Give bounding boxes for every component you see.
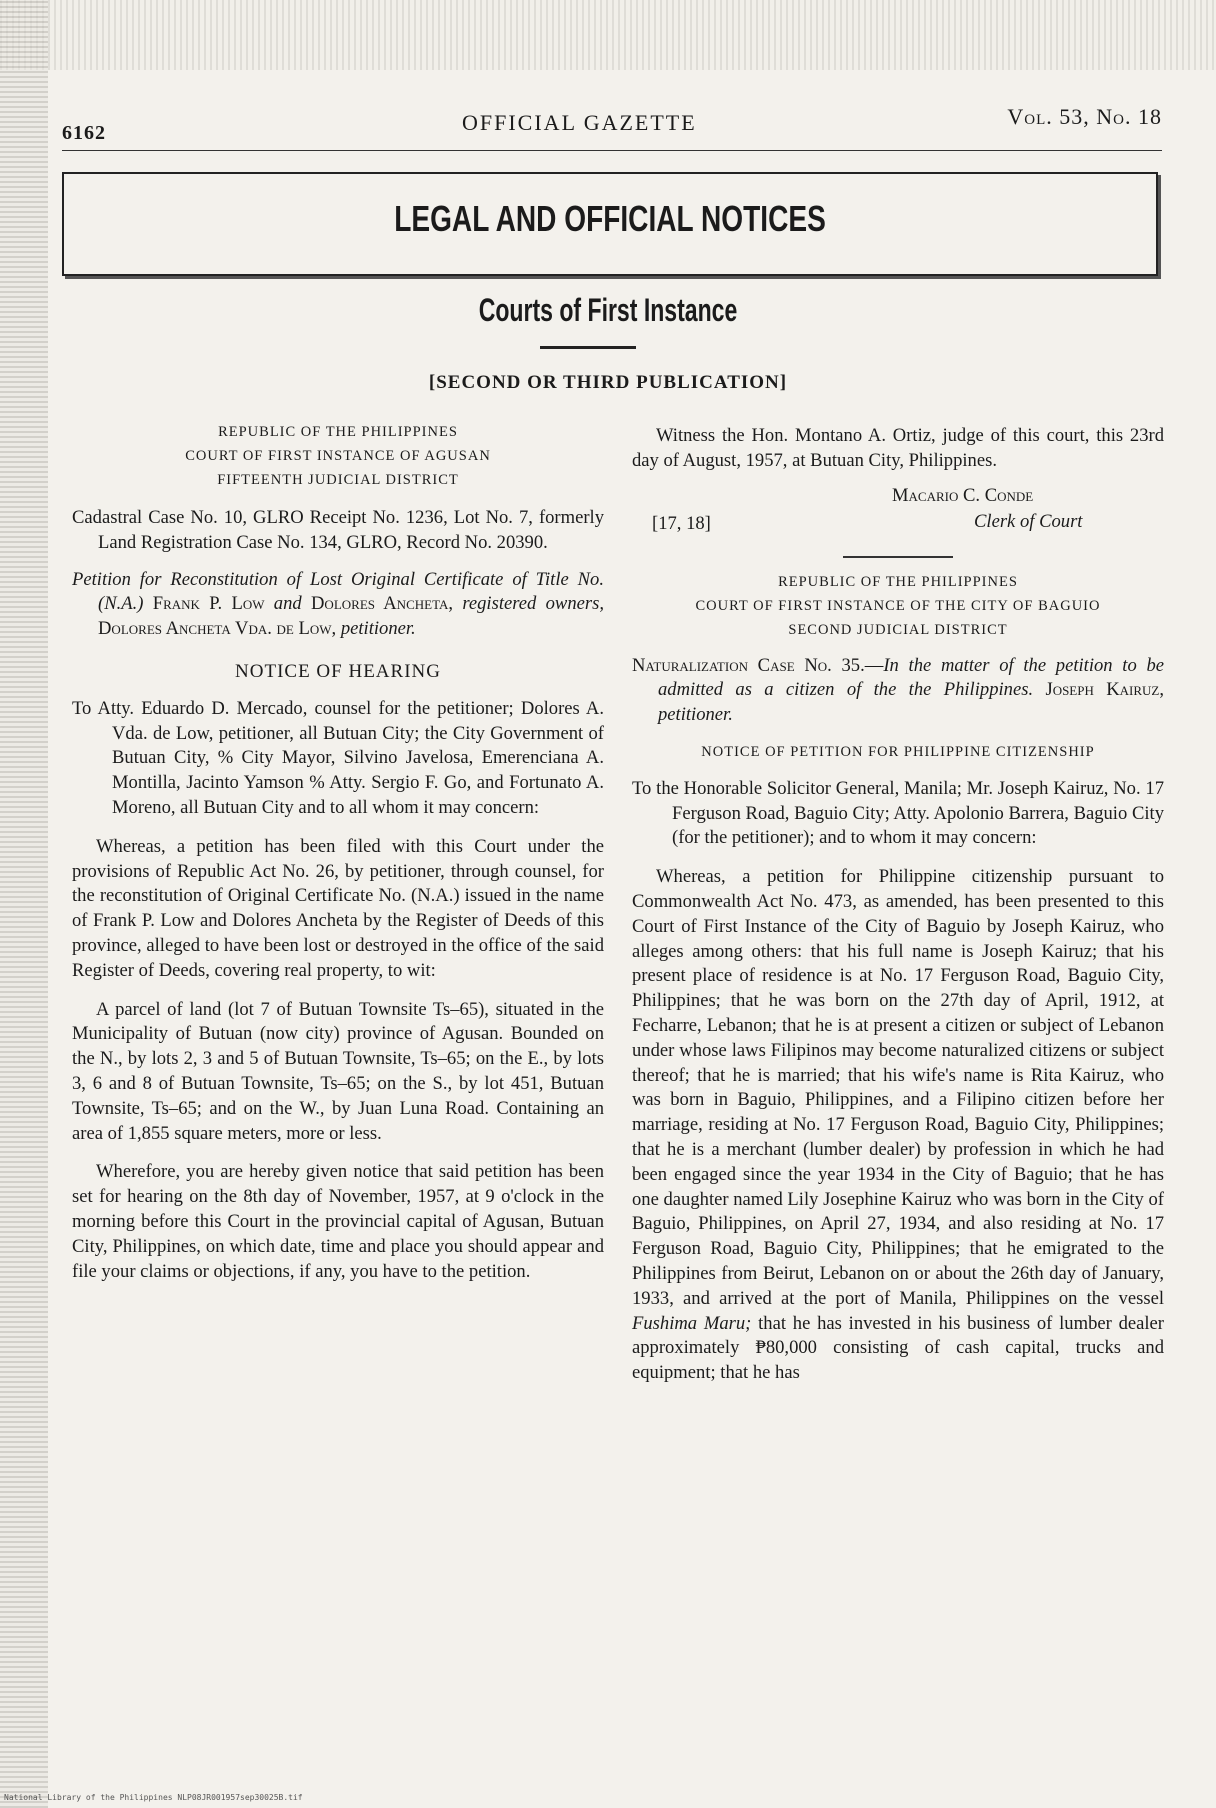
case-caption	[632, 654, 1164, 728]
paragraph	[632, 865, 1164, 1386]
signature-block	[632, 484, 1164, 542]
volume-number: Vol. 53, No. 18	[1007, 104, 1162, 129]
court-line: REPUBLIC OF THE PHILIPPINES	[778, 573, 1018, 590]
court-line: COURT OF FIRST INSTANCE OF AGUSAN	[185, 448, 491, 464]
publication-note: [SECOND OR THIRD PUBLICATION]	[428, 372, 788, 393]
header-rule	[62, 150, 1162, 151]
notice-title: NOTICE OF HEARING	[235, 660, 441, 682]
addressees: To Atty. Eduardo D. Mercado, counsel for the petitioner; Dolores A. Vda. de Low, petitioner, all Butuan City; the City Government of Butuan City, % City Mayor, Silvino Javelosa, Emerenciana A. Montilla, Jacinto Yamson % Atty. Sergio F. Go, and Fortunato A. Moreno, all Butuan City and to all whom it may concern:	[72, 697, 604, 818]
publication-title: OFFICIAL GAZETTE	[462, 110, 697, 135]
court-line: FIFTEENTH JUDICIAL DISTRICT	[217, 472, 459, 488]
owner-name: Frank P. Low	[152, 593, 265, 615]
witness-paragraph: Witness the Hon. Montano A. Ortiz, judge of this court, this 23rd day of August, 1957, at Butuan City, Philippines.	[632, 425, 1164, 471]
petition-subject: Petition for Reconstitution of Lost Original Certificate of Title No. (N.A.)	[72, 568, 604, 615]
signatory-name: Macario C. Conde	[892, 484, 1034, 506]
petitioner-role: petitioner.	[658, 704, 733, 726]
case-label: Naturalization Case No. 35.—	[632, 654, 884, 676]
scan-noise-top	[0, 0, 1216, 70]
case-reference: Cadastral Case No. 10, GLRO Receipt No. 1236, Lot No. 7, formerly Land Registration Case No. 134, GLRO, Record No. 20390.	[72, 507, 604, 553]
section-title: Courts of First Instance	[478, 292, 738, 328]
petitioner-name: Dolores Ancheta Vda. de Low,	[98, 618, 337, 640]
scan-footer: National Library of the Philippines NLP08JR001957sep30025B.tif	[4, 1793, 303, 1802]
notices-banner	[62, 172, 1158, 276]
notice-separator	[843, 556, 953, 558]
case-matter: In the matter of the petition to be admitted as a citizen of the the Philippines.	[658, 654, 1164, 701]
paragraph-text: that he has invested in his business of lumber dealer approximately ₱80,000 consisting of cash capital, trucks and equipment; that he has	[632, 1312, 1164, 1384]
petitioner-role: petitioner.	[340, 618, 416, 640]
scan-noise-left	[0, 0, 48, 1808]
addressees: To the Honorable Solicitor General, Manila; Mr. Joseph Kairuz, No. 17 Ferguson Road, Baguio City; Atty. Apolonio Barrera, Baguio City (for the petitioner); and to whom it may concern:	[632, 777, 1164, 849]
petitioner-name: Joseph Kairuz,	[1045, 679, 1165, 701]
owner-name: Dolores Ancheta,	[311, 593, 454, 615]
page-number: 6162	[62, 122, 106, 144]
column-left	[72, 420, 604, 1284]
signatory-title: Clerk of Court	[974, 510, 1083, 532]
vessel-name: Fushima Maru;	[632, 1312, 752, 1334]
court-line: REPUBLIC OF THE PHILIPPINES	[218, 424, 458, 440]
issue-reference: [17, 18]	[652, 512, 711, 534]
banner-title: LEGAL AND OFFICIAL NOTICES	[394, 198, 826, 239]
column-right	[632, 420, 1164, 1386]
notice-title: NOTICE OF PETITION FOR PHILIPPINE CITIZENSHIP	[701, 743, 1095, 760]
paragraph: Wherefore, you are hereby given notice that said petition has been set for hearing on the 8th day of November, 1957, at 9 o'clock in the morning before this Court in the provincial capital of Agusan, Butuan City, Philippines, on which date, time and place you should appear and file your claims or objections, if any, you have to the petition.	[72, 1161, 604, 1282]
section-rule	[540, 346, 636, 349]
owner-role: registered owners,	[462, 593, 605, 615]
paragraph-text: Whereas, a petition for Philippine citizenship pursuant to Commonwealth Act No. 473, as amended, has been presented to this Court of First Instance of the City of Baguio by Joseph Kairuz, who alleges among others: that his full name is Joseph Kairuz; that his present place of residence is at No. 17 Ferguson Road, Baguio City, Philippines; that he was born on the 27th day of April, 1912, at Fecharre, Lebanon; that he is at present a citizen or subject of Lebanon under whose laws Filipinos may become naturalized citizens or subject thereof; that he is married; that his wife's name is Rita Kairuz, who was born in Baguio, Philippines, and a Filipino citizen before her marriage, residing at No. 17 Ferguson Road, Baguio City, Philippines; that he is a merchant (lumber dealer) by profession in which he had been engaged since the year 1934 in the City of Baguio; that he has one daughter named Lily Josephine Kairuz who was born in the City of Baguio, Philippines, on April 27, 1934, and also residing at No. 17 Ferguson Road, Baguio City, Philippines; that he emigrated to the Philippines from Beirut, Lebanon on or about the 26th day of January, 1933, and arrived at the port of Manila, Philippines on the vessel	[632, 866, 1164, 1309]
petition-caption	[72, 568, 604, 642]
paragraph: A parcel of land (lot 7 of Butuan Townsite Ts–65), situated in the Municipality of Butuan (now city) province of Agusan. Bounded on the N., by lots 2, 3 and 5 of Butuan Townsite, Ts–65; on the E., by lots 3, 6 and 8 of Butuan Townsite, Ts–65; on the S., by lot 451, Butuan Townsite, Ts–65; and on the W., by Juan Luna Road. Containing an area of 1,855 square meters, more or less.	[72, 998, 604, 1144]
running-header	[62, 104, 1162, 144]
court-line: SECOND JUDICIAL DISTRICT	[788, 621, 1008, 638]
paragraph: Whereas, a petition has been filed with this Court under the provisions of Republic Act No. 26, by petitioner, through counsel, for the reconstitution of Original Certificate No. (N.A.) issued in the name of Frank P. Low and Dolores Ancheta by the Register of Deeds of this province, alleged to have been lost or destroyed in the office of the said Register of Deeds, covering real property, to wit:	[72, 835, 604, 981]
conjunction: and	[273, 593, 302, 615]
court-line: COURT OF FIRST INSTANCE OF THE CITY OF BAGUIO	[695, 597, 1101, 614]
